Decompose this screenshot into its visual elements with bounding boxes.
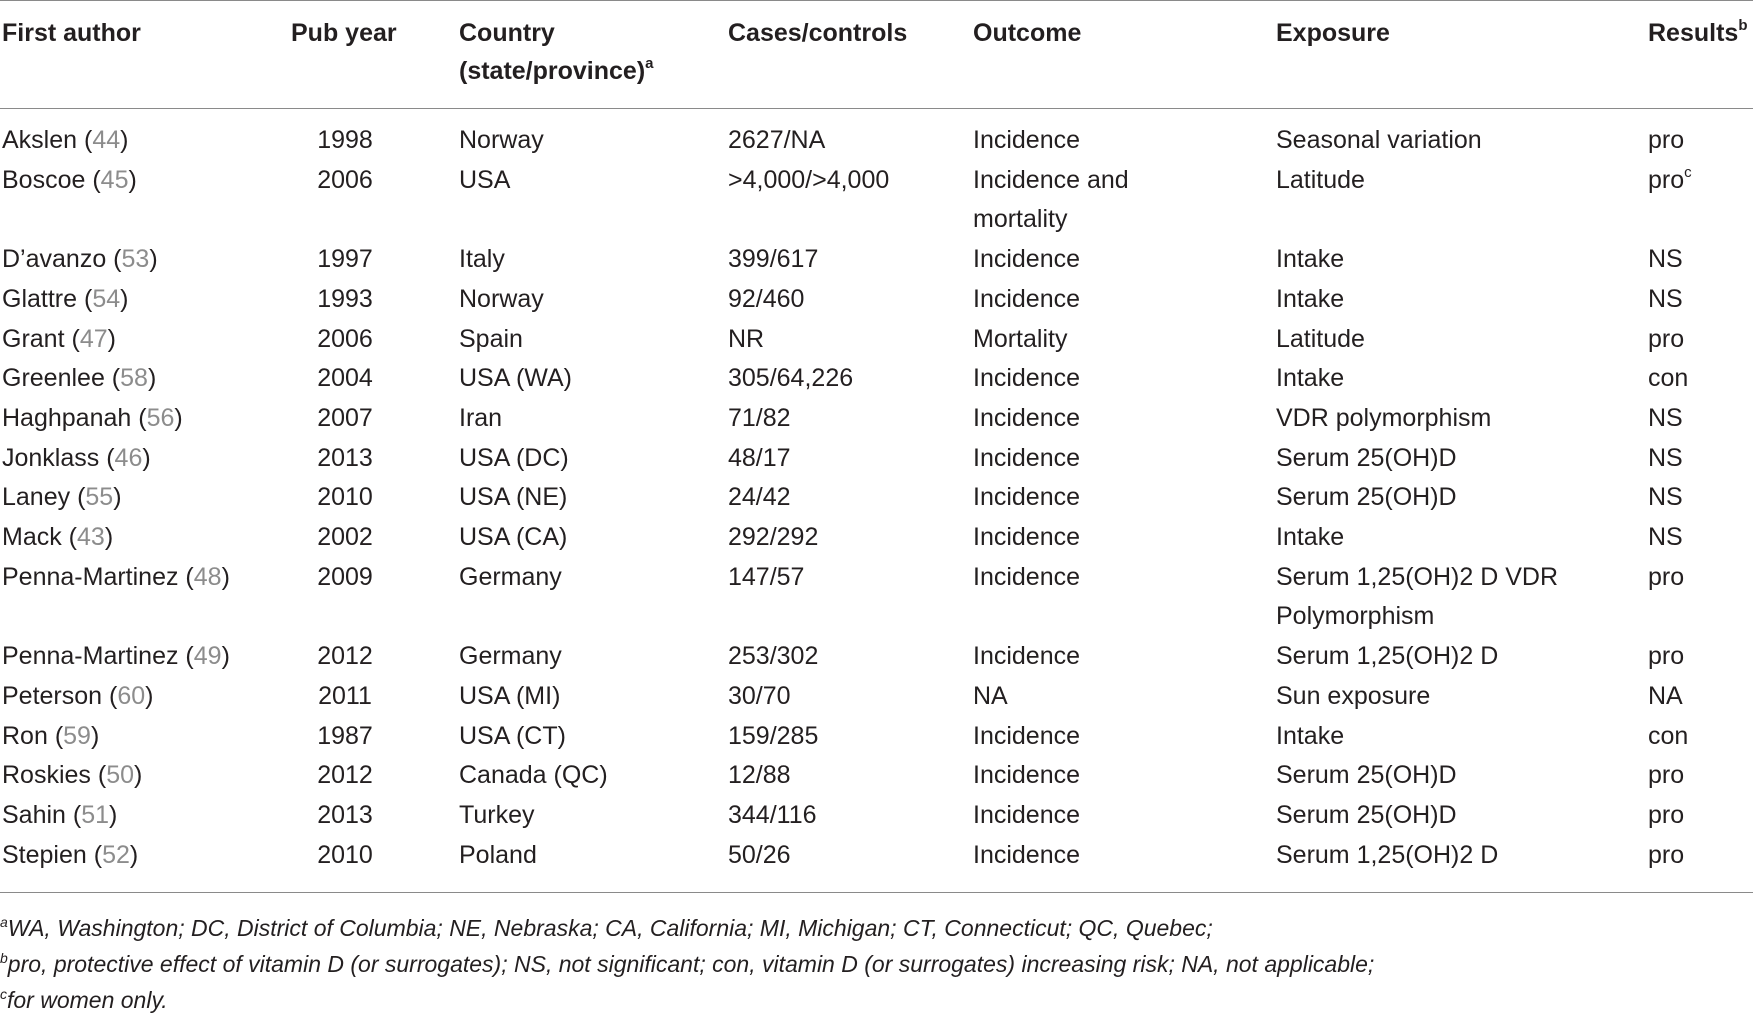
country-cell: USA (CT) <box>459 721 566 750</box>
result-value: pro <box>1648 642 1685 671</box>
header-outcome: Outcome <box>973 19 1082 47</box>
pub-year-cell: 1998 <box>317 126 373 154</box>
footnote-text: pro, protective effect of vitamin D (or surrogates); NS, not significant; con, vitamin D (or surrogates) increasing risk; NA, not applicable; <box>7 951 1375 977</box>
result-value: con <box>1648 364 1689 393</box>
header-first-author: First author <box>2 19 141 47</box>
reference-number: 47 <box>79 324 108 353</box>
footnote-mark: b <box>0 950 8 966</box>
cases-controls-cell: 48/17 <box>728 443 791 472</box>
country-cell: Canada (QC) <box>459 761 608 790</box>
result-cell <box>1648 637 1684 676</box>
footnote-b <box>0 946 1374 982</box>
reference-number: 49 <box>193 642 222 671</box>
author-cell: Peterson (60) <box>2 681 154 710</box>
result-value: NS <box>1648 245 1683 274</box>
subscript: 2 <box>1459 562 1474 591</box>
result-cell <box>1648 240 1683 279</box>
reference-number: 56 <box>146 403 175 432</box>
footnote-text: WA, Washington; DC, District of Columbia; NE, Nebraska; CA, California; MI, Michigan; CT, Connecticut; QC, Quebec; <box>7 915 1213 941</box>
result-cell <box>1648 796 1684 835</box>
outcome-cell: Incidence <box>973 403 1081 432</box>
outcome-cell: Incidence <box>973 523 1081 551</box>
author-name: Sahin <box>2 800 66 829</box>
header-country-line1: Country <box>459 19 555 47</box>
author-name: Haghpanah <box>2 403 132 432</box>
author-cell: Laney (55) <box>2 483 122 512</box>
subscript: 2 <box>1459 642 1474 671</box>
pub-year-cell: 2012 <box>317 761 373 790</box>
country-cell: USA <box>459 165 511 194</box>
cases-controls-cell: 399/617 <box>728 245 819 274</box>
reference-number: 58 <box>120 364 148 393</box>
author-cell: Stepien (52) <box>2 840 139 869</box>
result-value: NS <box>1648 403 1683 432</box>
author-cell: Sahin (51) <box>2 800 118 829</box>
exposure-cell-line2: Polymorphism <box>1276 602 1435 631</box>
author-cell: Akslen (44) <box>2 126 129 154</box>
header-rule <box>0 108 1753 109</box>
reference-number: 60 <box>117 681 146 710</box>
result-cell <box>1648 439 1683 478</box>
outcome-cell: Incidence <box>973 721 1081 750</box>
pub-year-cell: 2011 <box>318 681 372 710</box>
result-value: NA <box>1648 681 1683 710</box>
header-results: Results$^b$ <box>1648 17 1748 47</box>
header-exposure: Exposure <box>1276 19 1390 47</box>
cases-controls-cell: 2627/NA <box>728 126 826 154</box>
author-cell: D’avanzo (53) <box>2 245 158 274</box>
exposure-cell: Intake <box>1276 245 1345 274</box>
author-cell: Penna-Martinez (48) <box>2 562 230 591</box>
pub-year-cell: 2004 <box>317 364 373 393</box>
exposure-cell: Latitude <box>1276 165 1365 194</box>
header-pub-year: Pub year <box>291 19 397 47</box>
author-cell: Jonklass (46) <box>2 443 151 472</box>
cases-controls-cell: 147/57 <box>728 562 805 591</box>
cases-controls-cell: 71/82 <box>728 403 791 432</box>
country-cell: USA (MI) <box>459 681 561 710</box>
outcome-cell: Incidence <box>973 761 1081 790</box>
cases-controls-cell: 159/285 <box>728 721 819 750</box>
pub-year-cell: 1987 <box>317 721 373 750</box>
footnote-a <box>0 910 1213 946</box>
result-value: pro <box>1648 562 1685 591</box>
cases-controls-cell: 305/64,226 <box>728 364 854 393</box>
result-cell <box>1648 518 1683 557</box>
result-value: NS <box>1648 443 1683 472</box>
author-cell: Penna-Martinez (49) <box>2 642 230 671</box>
outcome-cell: NA <box>973 681 1008 710</box>
country-cell: Norway <box>459 284 544 313</box>
footnote-text: for women only. <box>7 987 168 1013</box>
cases-controls-cell: 292/292 <box>728 523 819 551</box>
exposure-cell: Serum 1,25(OH)2 D <box>1276 840 1499 869</box>
result-cell <box>1648 121 1684 160</box>
author-name: Akslen <box>2 126 78 154</box>
exposure-cell: Seasonal variation <box>1276 126 1482 154</box>
outcome-cell: Incidence <box>973 483 1081 512</box>
result-cell <box>1648 359 1688 398</box>
author-cell: Ron (59) <box>2 721 100 750</box>
country-cell: USA (NE) <box>459 483 568 512</box>
exposure-cell: Intake <box>1276 721 1345 750</box>
outcome-cell: Incidence <box>973 642 1081 671</box>
result-cell <box>1648 558 1684 597</box>
cases-controls-cell: 50/26 <box>728 840 791 869</box>
header-country <box>459 14 654 90</box>
outcome-cell: Incidence <box>973 245 1081 274</box>
outcome-cell: Incidence <box>973 284 1081 313</box>
result-value: NS <box>1648 284 1683 313</box>
author-cell: Boscoe (45) <box>2 165 137 194</box>
result-cell <box>1648 280 1683 319</box>
result-value: pro <box>1648 840 1685 869</box>
author-name: Stepien <box>2 840 87 869</box>
reference-number: 59 <box>63 721 91 750</box>
exposure-cell: Latitude <box>1276 324 1365 353</box>
author-name: Greenlee <box>2 364 105 393</box>
pub-year-cell: 2010 <box>317 840 373 869</box>
reference-number: 52 <box>102 840 130 869</box>
outcome-cell: Incidence <box>973 443 1081 472</box>
author-name: Grant <box>2 324 65 353</box>
footnote-mark: c <box>0 986 7 1002</box>
exposure-cell: Serum 1,25(OH)2 D <box>1276 642 1499 671</box>
result-cell <box>1648 399 1683 438</box>
country-cell: Iran <box>459 403 503 432</box>
reference-number: 48 <box>193 562 222 591</box>
country-cell: USA (CA) <box>459 523 568 551</box>
result-value: pro <box>1648 126 1685 154</box>
cases-controls-cell: 30/70 <box>728 681 791 710</box>
exposure-cell: Serum 1,25(OH)2 D VDR <box>1276 562 1559 591</box>
outcome-cell: Incidence <box>973 126 1081 154</box>
country-cell: USA (DC) <box>459 443 569 472</box>
result-cell <box>1648 717 1688 756</box>
exposure-cell: Intake <box>1276 523 1345 551</box>
header-country-mark: a <box>645 55 654 72</box>
pub-year-cell: 2009 <box>317 562 373 591</box>
pub-year-cell: 2012 <box>317 642 373 671</box>
country-cell: Germany <box>459 562 562 591</box>
result-value: NS <box>1648 483 1683 512</box>
exposure-cell: Sun exposure <box>1276 681 1431 710</box>
result-cell <box>1648 836 1684 875</box>
reference-number: 53 <box>121 245 150 274</box>
result-cell <box>1648 756 1684 795</box>
result-cell <box>1648 161 1692 200</box>
cases-controls-cell: >4,000/>4,000 <box>728 165 890 194</box>
reference-number: 55 <box>85 483 114 512</box>
result-value: NS <box>1648 523 1683 551</box>
pub-year-cell: 2006 <box>317 324 373 353</box>
pub-year-cell: 2006 <box>317 165 373 194</box>
result-cell <box>1648 320 1684 359</box>
country-cell: Germany <box>459 642 562 671</box>
pub-year-cell: 2010 <box>317 483 373 512</box>
cases-controls-cell: 344/116 <box>728 800 817 829</box>
author-name: Boscoe <box>2 165 86 194</box>
outcome-cell: Incidence <box>973 800 1081 829</box>
cases-controls-cell: 92/460 <box>728 284 805 313</box>
author-name: D’avanzo <box>2 245 107 274</box>
header-cases-controls: Cases/controls <box>728 19 908 47</box>
pub-year-cell: 2013 <box>317 443 373 472</box>
exposure-cell: Serum 25(OH)D <box>1276 443 1457 472</box>
header-results-mark: b <box>1738 17 1748 34</box>
outcome-cell: Incidence <box>973 840 1081 869</box>
result-value: con <box>1648 721 1689 750</box>
country-cell: Norway <box>459 126 544 154</box>
footnote-c <box>0 982 168 1016</box>
author-name: Ron <box>2 721 48 750</box>
pub-year-cell: 2007 <box>317 403 373 432</box>
author-name: Penna-Martinez <box>2 562 179 591</box>
cases-controls-cell: 12/88 <box>728 761 791 790</box>
country-cell: Turkey <box>459 800 535 829</box>
author-cell: Mack (43) <box>2 523 114 551</box>
pub-year-cell: 1997 <box>317 245 373 274</box>
exposure-cell: VDR polymorphism <box>1276 403 1492 432</box>
footnote-mark: a <box>0 914 8 930</box>
country-cell: Spain <box>459 324 523 353</box>
result-value: pro <box>1648 165 1685 194</box>
country-cell: Italy <box>459 245 505 274</box>
exposure-cell: Intake <box>1276 364 1345 393</box>
exposure-cell: Intake <box>1276 284 1345 313</box>
author-name: Glattre <box>2 284 78 313</box>
header-country-line2: (state/province) <box>459 57 646 85</box>
cases-controls-cell: 253/302 <box>728 642 819 671</box>
pub-year-cell: 2002 <box>317 523 373 551</box>
author-name: Peterson <box>2 681 103 710</box>
author-cell: Grant (47) <box>2 324 116 353</box>
reference-number: 46 <box>114 443 143 472</box>
country-cell: Poland <box>459 840 537 869</box>
reference-number: 44 <box>92 126 121 154</box>
outcome-cell: Incidence and <box>973 165 1129 194</box>
reference-number: 45 <box>100 165 129 194</box>
outcome-cell: Mortality <box>973 324 1068 353</box>
author-name: Roskies <box>2 761 91 790</box>
pub-year-cell: 1993 <box>317 284 373 313</box>
result-value: pro <box>1648 800 1685 829</box>
result-footnote-mark: c <box>1684 163 1692 181</box>
result-cell <box>1648 478 1683 517</box>
top-rule <box>0 0 1753 1</box>
exposure-cell: Serum 25(OH)D <box>1276 483 1457 512</box>
reference-number: 54 <box>92 284 121 313</box>
author-name: Jonklass <box>2 443 100 472</box>
pub-year-cell: 2013 <box>317 800 373 829</box>
outcome-cell: Incidence <box>973 562 1081 591</box>
exposure-cell: Serum 25(OH)D <box>1276 761 1457 790</box>
outcome-cell-line2: mortality <box>973 205 1068 234</box>
author-name: Penna-Martinez <box>2 642 179 671</box>
reference-number: 50 <box>106 761 135 790</box>
reference-number: 51 <box>81 800 110 829</box>
exposure-cell: Serum 25(OH)D <box>1276 800 1457 829</box>
author-cell: Roskies (50) <box>2 761 143 790</box>
cases-controls-cell: NR <box>728 324 765 353</box>
author-cell: Glattre (54) <box>2 284 129 313</box>
author-cell: Haghpanah (56) <box>2 403 183 432</box>
author-name: Laney <box>2 483 71 512</box>
result-cell <box>1648 677 1683 716</box>
reference-number: 43 <box>77 523 105 551</box>
cases-controls-cell: 24/42 <box>728 483 791 512</box>
country-cell: USA (WA) <box>459 364 572 393</box>
author-name: Mack <box>2 523 62 551</box>
bottom-rule <box>0 892 1753 893</box>
outcome-cell: Incidence <box>973 364 1081 393</box>
result-value: pro <box>1648 324 1685 353</box>
subscript: 2 <box>1459 840 1474 869</box>
author-cell: Greenlee (58) <box>2 364 157 393</box>
result-value: pro <box>1648 761 1685 790</box>
